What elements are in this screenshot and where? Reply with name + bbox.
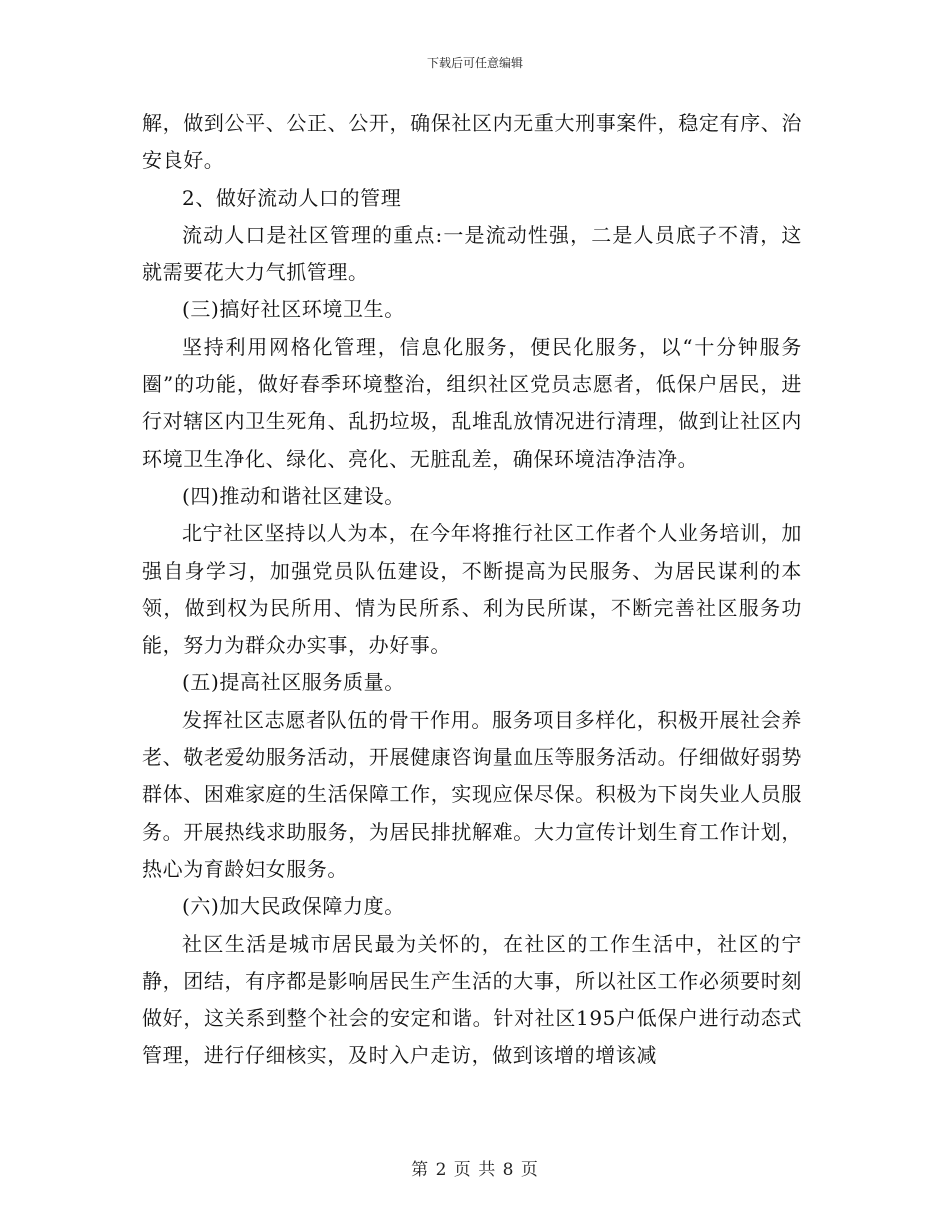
paragraph-11: 社区生活是城市居民最为关怀的，在社区的工作生活中，社区的宁静，团结，有序都是影响居民生产生活的大事，所以社区工作必须要时刻做好，这关系到整个社会的安定和谐。针对社区195户低保户进行动态式管理，进行仔细核实，及时入户走访，做到该增的增该减 xyxy=(142,931,802,1068)
paragraph-6: (四)推动和谐社区建设。 xyxy=(182,483,405,508)
page-number-footer: 第 2 页 共 8 页 xyxy=(411,1160,539,1180)
paragraph-1: 解，做到公平、公正、公开，确保社区内无重大刑事案件，稳定有序、治安良好。 xyxy=(142,111,802,173)
paragraph-8: (五)提高社区服务质量。 xyxy=(182,670,405,695)
paragraph-10: (六)加大民政保障力度。 xyxy=(182,894,405,919)
paragraph-5: 坚持利用网格化管理，信息化服务，便民化服务，以“十分钟服务圈”的功能，做好春季环境整治，组织社区党员志愿者，低保户居民，进行对辖区内卫生死角、乱扔垃圾，乱堆乱放情况进行清理，做到让社区内环境卫生净化、绿化、亮化、无脏乱差，确保环境洁净洁净。 xyxy=(142,334,802,471)
paragraph-4: (三)搞好社区环境卫生。 xyxy=(182,297,405,322)
paragraph-2: 2、做好流动人口的管理 xyxy=(182,185,402,210)
page-header: 下载后可任意编辑 xyxy=(426,56,523,70)
paragraph-9: 发挥社区志愿者队伍的骨干作用。服务项目多样化，积极开展社会养老、敬老爱幼服务活动，开展健康咨询量血压等服务活动。仔细做好弱势群体、困难家庭的生活保障工作，实现应保尽保。积极为下岗失业人员服务。开展热线求助服务，为居民排扰解难。大力宣传计划生育工作计划，热心为育龄妇女服务。 xyxy=(142,707,802,881)
paragraph-7: 北宁社区坚持以人为本，在今年将推行社区工作者个人业务培训，加强自身学习，加强党员队伍建设，不断提高为民服务、为居民谋利的本领，做到权为民所用、情为民所系、利为民所谋，不断完善社区服务功能，努力为群众办实事，办好事。 xyxy=(142,521,802,658)
paragraph-3: 流动人口是社区管理的重点:一是流动性强，二是人员底子不清，这就需要花大力气抓管理。 xyxy=(142,222,802,285)
body-text xyxy=(142,105,802,1075)
